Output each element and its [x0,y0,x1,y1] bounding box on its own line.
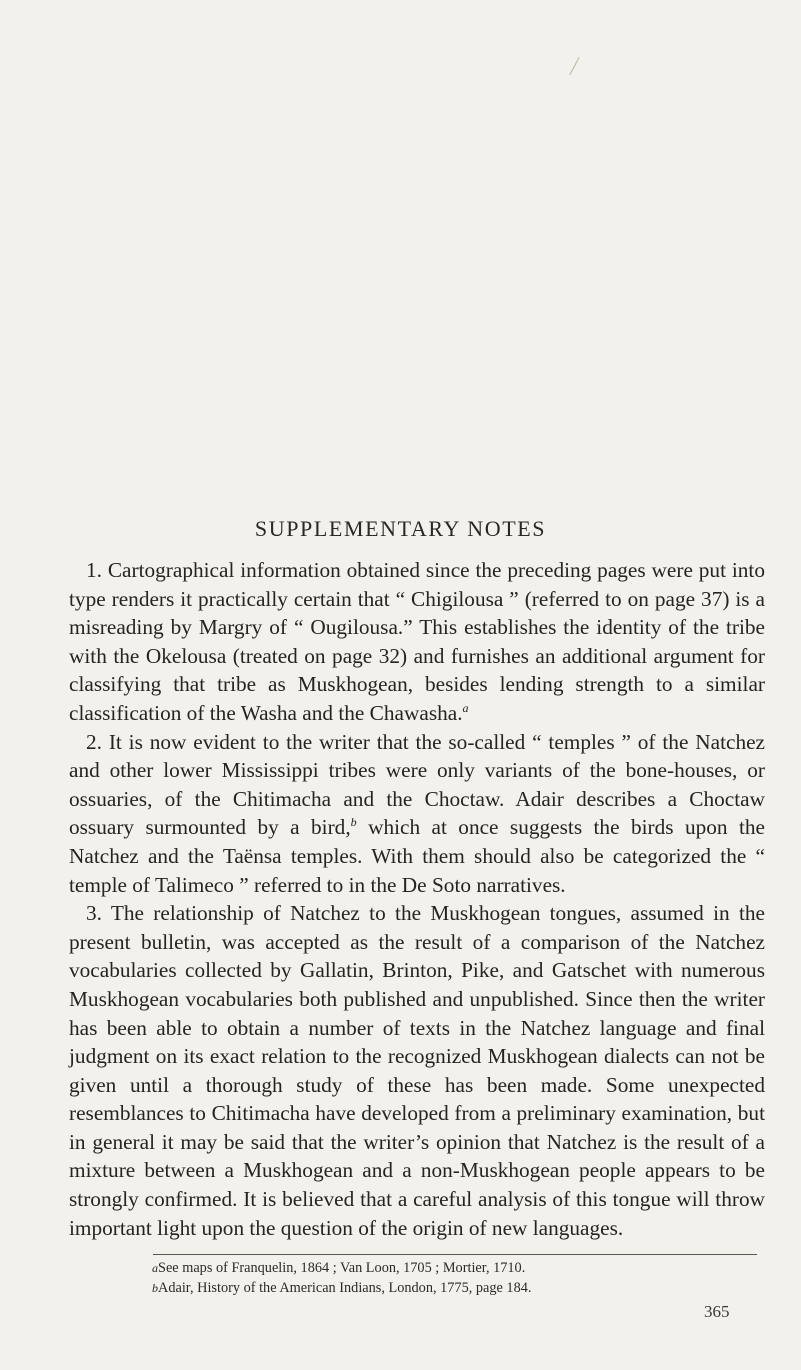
footnote-item [152,1278,772,1298]
footnote-item [152,1258,772,1278]
footnotes [152,1258,772,1298]
paragraph-1 [69,556,765,728]
footnote-divider [153,1254,757,1255]
footnote-ref-b: b [350,815,357,830]
footnote-marker: b [152,1281,158,1295]
paragraph-3 [69,899,765,1242]
footnote-marker: a [152,1261,158,1275]
page-number: 365 [704,1302,730,1321]
pencil-mark [569,57,579,75]
paragraph-2-text-start: 2. It is now evident to the writer that the so-called “ temples ” of the Natchez and other lower Mississippi tribes were only variants of the bone-houses, or ossuaries, of the Chitimacha and the Choctaw. Adair describes a Choctaw ossuary surmounted by a bird, [69,729,765,840]
footnote-ref-a: a [462,700,469,715]
section-heading: SUPPLEMENTARY NOTES [254,516,547,541]
paragraph-2-text-end: which at once suggests the birds upon the Natchez and the Taënsa temples. With them should also be categorized the “ temple of Talimeco ” referred to in the De Soto narratives. [69,815,765,897]
paragraph-2 [69,728,765,900]
paragraph-3-text: 3. The relationship of Natchez to the Muskhogean tongues, assumed in the present bulletin, was accepted as the result of a comparison of the Natchez vocabularies collected by Gallatin, Brinton, Pike, and Gatschet with numerous Muskhogean vocabularies both published and unpublished. Since then the writer has been able to obtain a number of texts in the Natchez language and final judgment on its exact relation to the recognized Muskhogean dialects can not be given until a thorough study of these has been made. Some unexpected resemblances to Chitimacha have developed from a preliminary examination, but in general it may be said that the writer’s opinion that Natchez is the result of a mixture between a Muskhogean and a non-Muskhogean people appears to be strongly confirmed. It is believed that a careful analysis of this tongue will throw important light upon the question of the origin of new languages. [69,901,765,1240]
footnote-text: See maps of Franquelin, 1864 ; Van Loon, 1705 ; Mortier, 1710. [158,1260,526,1276]
footnote-text: Adair, History of the American Indians, London, 1775, page 184. [158,1280,532,1296]
body-text [69,556,765,1242]
paragraph-1-text: 1. Cartographical information obtained since the preceding pages were put into type renders it practically certain that “ Chigilousa ” (referred to on page 37) is a misreading by Margry of “ Ougilousa.” This establishes the identity of the tribe with the Okelousa (treated on page 32) and furnishes an additional argument for classifying that tribe as Muskhogean, besides lending strength to a similar classification of the Washa and the Chawasha. [69,558,765,725]
